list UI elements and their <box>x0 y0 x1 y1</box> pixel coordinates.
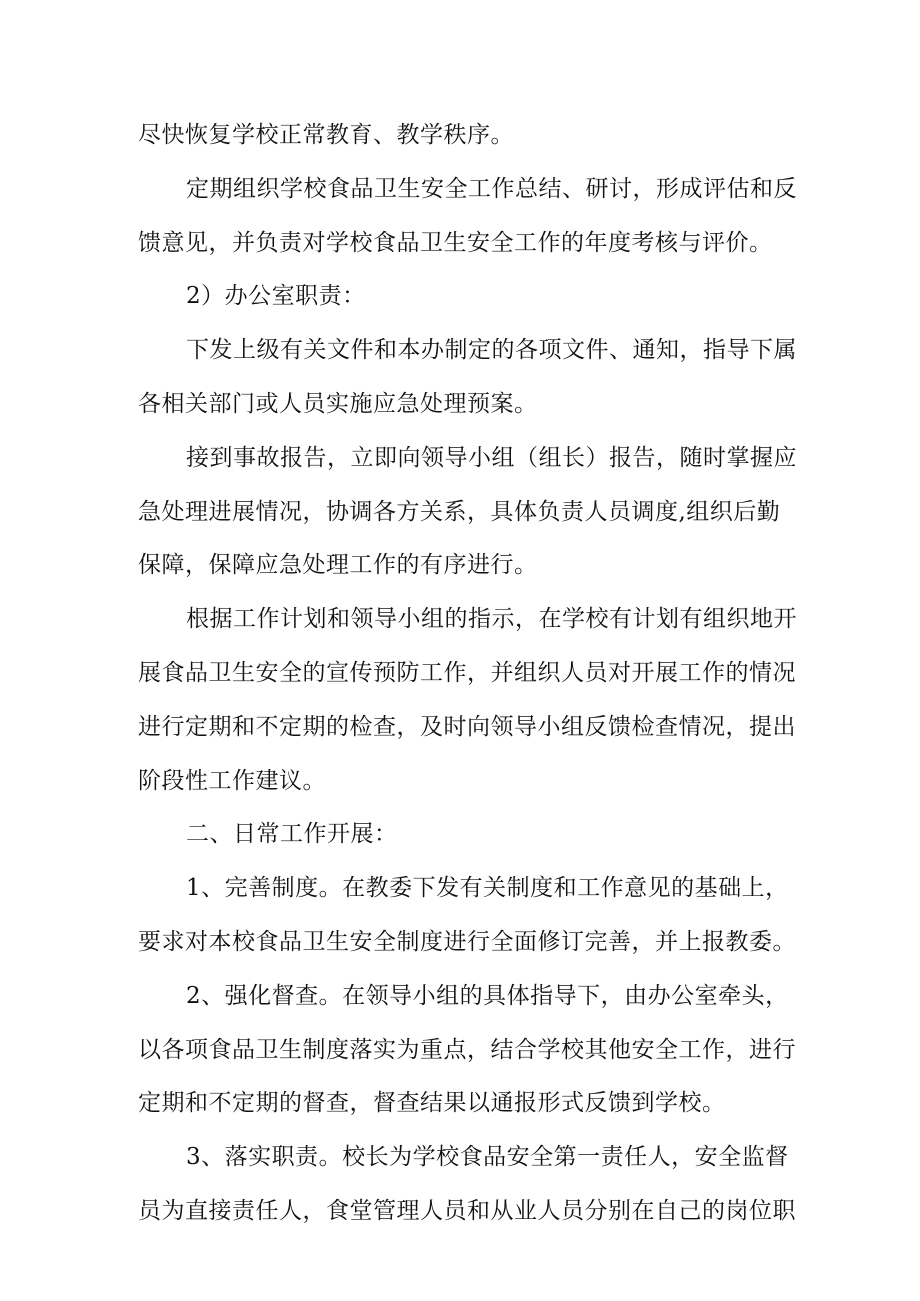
text-line-16: 要求对本校食品卫生安全制度进行全面修订完善，并上报教委。 <box>138 929 796 955</box>
text-line-10: 根据工作计划和领导小组的指示，在学校有计划有组织地开 <box>186 606 797 632</box>
text-line-13: 阶段性工作建议。 <box>138 768 326 794</box>
text-line-1: 尽快恢复学校正常教育、教学秩序。 <box>138 122 514 148</box>
text-line-8: 急处理进展情况，协调各方关系，具体负责人员调度,组织后勤 <box>138 499 781 525</box>
text-line-6: 各相关部门或人员实施应急处理预案。 <box>138 391 538 417</box>
text-line-7: 接到事故报告，立即向领导小组（组长）报告，随时掌握应 <box>186 445 797 471</box>
text-line-14: 二、日常工作开展： <box>186 821 398 847</box>
text-line-18: 以各项食品卫生制度落实为重点，结合学校其他安全工作，进行 <box>138 1037 796 1063</box>
text-line-11: 展食品卫生安全的宣传预防工作，并组织人员对开展工作的情况 <box>138 660 796 686</box>
text-line-19: 定期和不定期的督查，督查结果以通报形式反馈到学校。 <box>138 1090 726 1116</box>
text-line-2: 定期组织学校食品卫生安全工作总结、研讨，形成评估和反 <box>186 176 797 202</box>
text-line-3: 馈意见，并负责对学校食品卫生安全工作的年度考核与评价。 <box>138 230 773 256</box>
text-line-21: 员为直接责任人，食堂管理人员和从业人员分别在自己的岗位职 <box>138 1198 796 1224</box>
text-line-9: 保障，保障应急处理工作的有序进行。 <box>138 552 538 578</box>
text-line-5: 下发上级有关文件和本办制定的各项文件、通知，指导下属 <box>186 337 797 363</box>
text-line-17: 2、强化督查。在领导小组的具体指导下，由办公室牵头， <box>186 983 789 1009</box>
text-line-4: 2）办公室职责： <box>186 283 366 309</box>
text-line-12: 进行定期和不定期的检查，及时向领导小组反馈检查情况，提出 <box>138 714 796 740</box>
text-line-20: 3、落实职责。校长为学校食品安全第一责任人，安全监督 <box>186 1144 789 1170</box>
text-line-15: 1、完善制度。在教委下发有关制度和工作意见的基础上， <box>186 875 789 901</box>
